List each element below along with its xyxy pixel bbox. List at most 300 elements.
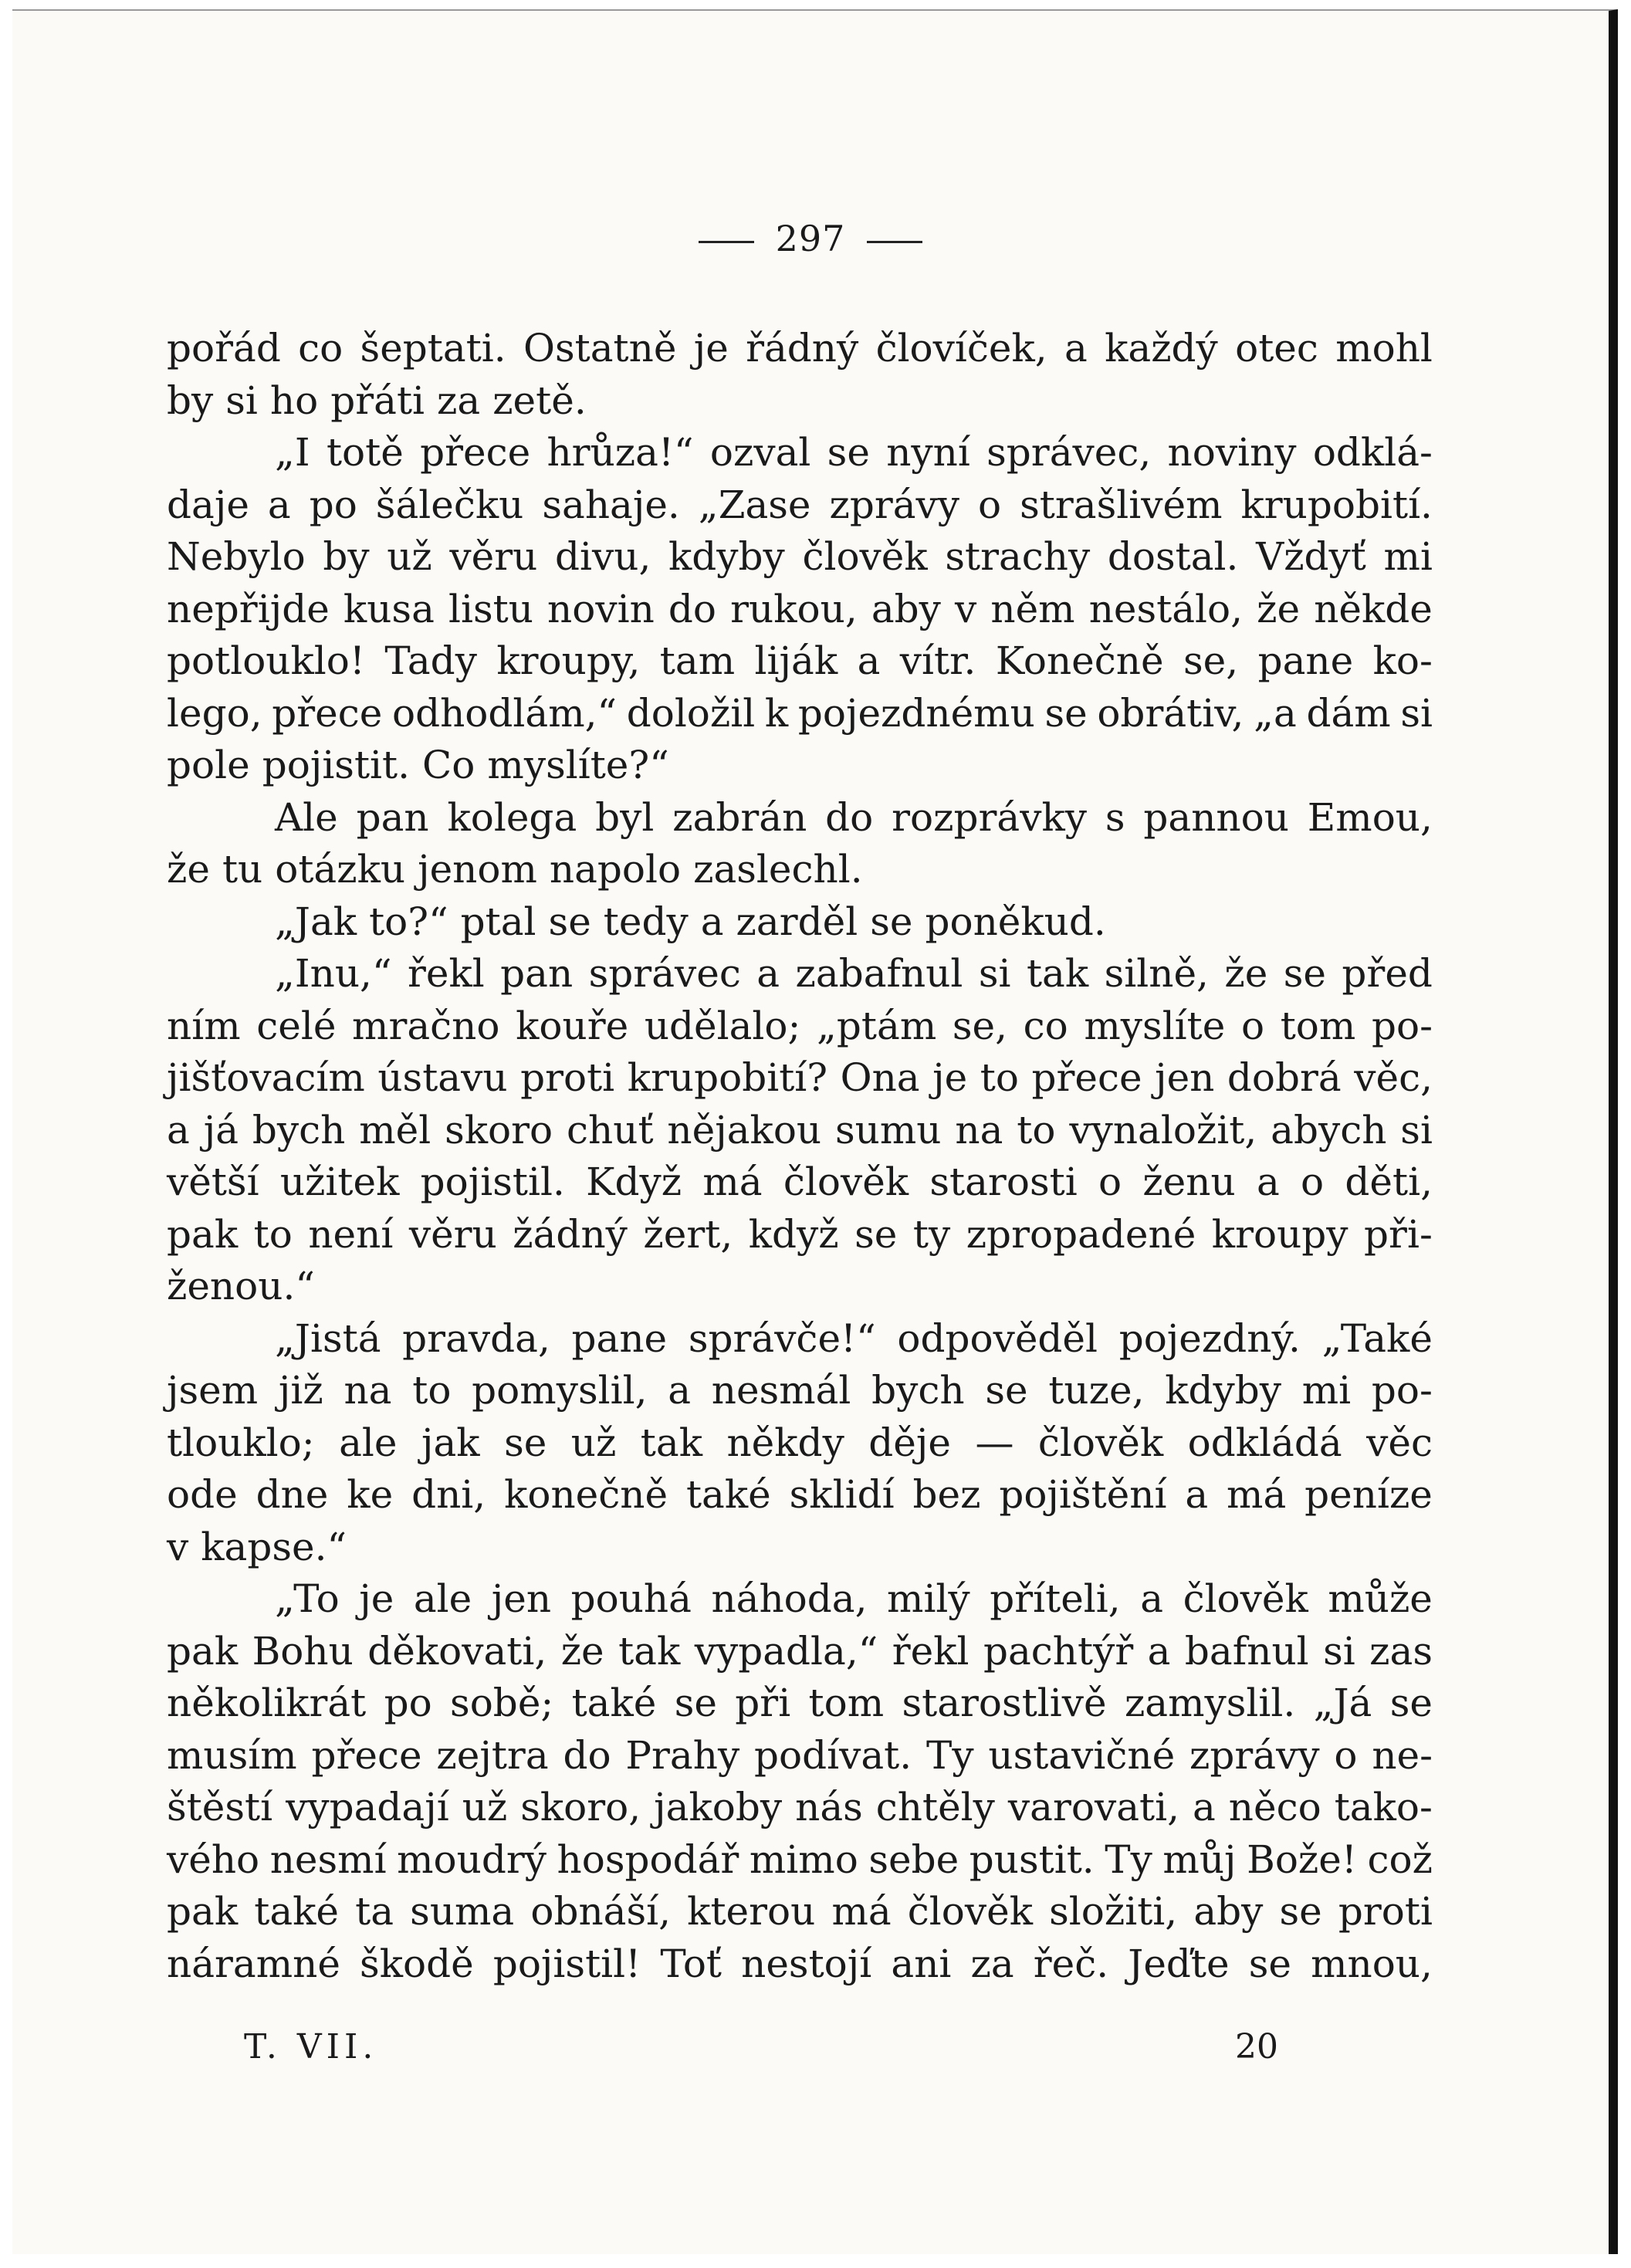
word: přece	[311, 1732, 422, 1778]
word: správec,	[986, 430, 1152, 475]
word: abych	[1271, 1107, 1387, 1153]
word: Toť	[660, 1941, 722, 1986]
word: pojezdnému	[797, 690, 1035, 736]
word: si	[978, 951, 1011, 996]
word: ptal	[460, 899, 536, 944]
word: přece	[420, 430, 531, 475]
word: tak	[618, 1628, 681, 1674]
word: pojistil!	[492, 1941, 641, 1986]
word: před	[1342, 951, 1433, 996]
word: pojistit.	[262, 743, 411, 787]
word: šálečku	[375, 482, 524, 527]
word: do	[668, 586, 716, 631]
text-line	[167, 896, 1433, 949]
word: odpověděl	[897, 1315, 1098, 1361]
text-line	[167, 792, 1433, 845]
word: Ty	[925, 1732, 974, 1778]
word: se	[548, 899, 591, 944]
word: zas	[1369, 1628, 1433, 1674]
word: moudrý	[397, 1836, 546, 1882]
word: by	[167, 377, 214, 423]
word: vynaložit,	[1069, 1107, 1257, 1153]
word: tak	[640, 1420, 702, 1465]
word: užitek	[279, 1159, 400, 1204]
word: a	[857, 638, 881, 683]
text-line	[167, 688, 1433, 740]
word: rozprávky	[892, 794, 1087, 840]
word: ženu	[1142, 1159, 1236, 1204]
word: několikrát	[167, 1681, 367, 1725]
word: správče!“	[688, 1315, 876, 1361]
text-line	[167, 1522, 1433, 1574]
word: se	[985, 1368, 1028, 1413]
word: s	[1105, 794, 1125, 840]
word: což	[1367, 1836, 1433, 1882]
word: zprávy	[1189, 1732, 1320, 1778]
word: někdy	[726, 1420, 844, 1465]
word: pojistil.	[420, 1159, 565, 1204]
word: človíček,	[875, 326, 1047, 371]
word: já	[203, 1107, 239, 1153]
word: už	[570, 1420, 617, 1465]
word: vypadla,“	[694, 1628, 878, 1674]
word: pane	[571, 1315, 668, 1361]
word: sebe	[868, 1836, 959, 1882]
word: věru	[449, 534, 538, 579]
text-line	[167, 948, 1433, 1000]
word: pan	[356, 794, 429, 840]
word: otázku	[275, 847, 406, 892]
word: zabafnul	[795, 951, 963, 996]
text-line	[167, 1626, 1433, 1678]
word: se	[504, 1420, 547, 1465]
body-text	[167, 323, 1433, 1990]
word: „Jistá	[275, 1315, 381, 1361]
word: pravda,	[402, 1315, 550, 1361]
text-line	[167, 1365, 1433, 1417]
word: věc,	[1354, 1055, 1433, 1100]
word: co	[298, 326, 343, 371]
word: potlouklo!	[167, 638, 365, 683]
word: divu,	[555, 534, 651, 579]
word: vítr.	[899, 638, 976, 683]
word: člověk	[907, 1889, 1034, 1934]
word: chtěly	[875, 1785, 995, 1830]
word: přece	[272, 690, 383, 736]
word: daje	[167, 482, 249, 527]
word: skoro,	[520, 1785, 641, 1830]
word: jakoby	[654, 1785, 783, 1830]
text-line	[167, 1469, 1433, 1522]
word: po-	[1371, 1003, 1433, 1048]
word: a	[1140, 1576, 1164, 1621]
word: aby	[871, 586, 941, 631]
word: pořád	[167, 326, 281, 371]
word: ani	[891, 1941, 952, 1986]
word: měl	[359, 1107, 431, 1153]
word: věru	[408, 1211, 497, 1257]
word: může	[1328, 1576, 1433, 1621]
word: škodě	[360, 1941, 474, 1986]
word: ho	[269, 377, 319, 423]
word: celé	[256, 1003, 337, 1048]
word: totě	[326, 430, 404, 475]
word: je	[359, 1576, 394, 1621]
word: nestálo,	[1088, 586, 1244, 631]
word: Konečně	[995, 638, 1164, 683]
word: o	[1301, 1159, 1325, 1204]
word: se	[1389, 1681, 1433, 1725]
word: ozval	[709, 430, 811, 475]
word: nesmál	[711, 1368, 851, 1413]
text-line	[167, 1313, 1433, 1366]
word: doložil	[626, 690, 756, 736]
word: také	[571, 1681, 657, 1725]
word: musím	[167, 1732, 297, 1778]
word: proti	[520, 1055, 615, 1100]
word: Tady	[384, 638, 477, 683]
word: starosti	[929, 1159, 1078, 1204]
word: hospodář	[557, 1836, 739, 1882]
word: konečně	[504, 1472, 668, 1517]
word: peníze	[1304, 1472, 1433, 1517]
word: sahaje.	[542, 482, 680, 527]
word: sklidí	[789, 1472, 895, 1517]
word: zpropadené	[966, 1211, 1196, 1257]
word: na	[343, 1368, 392, 1413]
word: a	[700, 899, 724, 944]
word: ty	[912, 1211, 951, 1257]
word: a	[1256, 1159, 1280, 1204]
word: udělalo;	[644, 1003, 801, 1048]
word: sobě;	[450, 1681, 554, 1725]
word: se,	[952, 1003, 1008, 1048]
book-page	[12, 9, 1618, 2254]
word: děkovati,	[367, 1628, 547, 1674]
word: myslíte?“	[487, 743, 669, 787]
word: tlouklo;	[167, 1420, 315, 1465]
word: kdyby	[1165, 1368, 1282, 1413]
word: mračno	[352, 1003, 500, 1048]
page-number: 297	[775, 218, 846, 259]
word: nesmí	[269, 1836, 387, 1882]
word: mohl	[1335, 326, 1433, 371]
word: Ty	[1105, 1836, 1152, 1882]
text-line	[167, 1573, 1433, 1626]
word: poněkud.	[925, 899, 1106, 944]
word: k	[764, 690, 789, 736]
word: a	[756, 951, 780, 996]
word: se	[1044, 690, 1088, 736]
text-line	[167, 1105, 1433, 1157]
word: člověk	[802, 534, 928, 579]
text-line	[167, 844, 1433, 896]
word: dostal.	[1107, 534, 1239, 579]
word: ale	[413, 1576, 472, 1621]
word: a	[1147, 1628, 1171, 1674]
word: listu	[448, 586, 533, 631]
word: už	[462, 1785, 508, 1830]
word: kolega	[447, 794, 577, 840]
word: obnáší,	[530, 1889, 672, 1934]
word: kapse.“	[201, 1524, 347, 1569]
word: kroupy,	[496, 638, 641, 683]
word: o	[1334, 1732, 1358, 1778]
word: jak	[421, 1420, 480, 1465]
word: tako-	[1334, 1785, 1433, 1830]
word: větší	[167, 1159, 259, 1204]
word: když	[748, 1211, 839, 1257]
word: pane	[1257, 638, 1354, 683]
word: strachy	[945, 534, 1091, 579]
text-line	[167, 584, 1433, 636]
word: se	[854, 1211, 898, 1257]
word: štěstí	[167, 1785, 273, 1830]
text-line	[167, 323, 1433, 375]
word: dni,	[411, 1472, 486, 1517]
word: tu	[222, 847, 263, 892]
text-line	[167, 1782, 1433, 1834]
word: to?“	[369, 899, 448, 944]
word: Prahy	[625, 1732, 740, 1778]
word: jenom	[418, 847, 537, 892]
word: krupobití.	[1240, 482, 1433, 527]
word: vypadají	[286, 1785, 449, 1830]
word: po-	[1371, 1368, 1433, 1413]
word: si	[1323, 1628, 1355, 1674]
word: Vždyť	[1256, 534, 1366, 579]
word: a	[668, 1368, 692, 1413]
word: skoro	[445, 1107, 553, 1153]
word: řekl	[892, 1628, 969, 1674]
word: by	[323, 534, 370, 579]
word: je	[932, 1055, 968, 1100]
word: jišťovacím	[167, 1055, 365, 1100]
text-line	[167, 1000, 1433, 1053]
word: zaslechl.	[693, 847, 863, 892]
word: Emou,	[1307, 794, 1433, 840]
word: tam	[659, 638, 736, 683]
word: strašlivém	[1020, 482, 1223, 527]
word: náhoda,	[711, 1576, 868, 1621]
word: Ale	[275, 794, 338, 840]
word: krupobití?	[627, 1055, 828, 1100]
text-line	[167, 1156, 1433, 1209]
word: „Také	[1321, 1315, 1433, 1361]
word: a	[167, 1107, 190, 1153]
word: kroupy	[1211, 1211, 1348, 1257]
word: žádný	[513, 1211, 628, 1257]
signature-mark: T. VII.	[244, 2027, 378, 2067]
word: na	[955, 1107, 1003, 1153]
word: se	[674, 1681, 717, 1725]
word: příteli,	[990, 1576, 1121, 1621]
word: —	[975, 1420, 1014, 1465]
word: Když	[586, 1159, 682, 1204]
word: se	[1283, 951, 1326, 996]
text-line	[167, 1209, 1433, 1261]
word: nepřijde	[167, 586, 330, 631]
word: bez	[912, 1472, 981, 1517]
word: chuť	[567, 1107, 654, 1153]
word: člověk	[1183, 1576, 1308, 1621]
text-line	[167, 427, 1433, 479]
word: Co	[422, 743, 475, 787]
word: se	[870, 899, 913, 944]
word: zarděl	[736, 899, 858, 944]
word: lego,	[167, 690, 262, 736]
word: řekl	[407, 951, 485, 996]
word: jsem	[167, 1368, 259, 1413]
word: mnou,	[1311, 1941, 1433, 1986]
word: co	[1023, 1003, 1068, 1048]
sheet-number: 20	[1235, 2027, 1278, 2067]
word: hrůza!“	[546, 430, 694, 475]
word: pouhá	[570, 1576, 692, 1621]
word: že	[1224, 951, 1268, 996]
header-dash-right	[867, 241, 922, 243]
word: Bože!	[1247, 1836, 1357, 1882]
word: kdyby	[668, 534, 785, 579]
word: přece	[1031, 1055, 1142, 1100]
word: rukou,	[730, 586, 858, 631]
word: bafnul	[1184, 1628, 1309, 1674]
word: a	[267, 482, 291, 527]
word: můj	[1162, 1836, 1237, 1882]
word: „I	[275, 430, 310, 475]
word: byl	[595, 794, 655, 840]
word: tedy	[603, 899, 689, 944]
word: suma	[410, 1889, 515, 1934]
word: napolo	[549, 847, 682, 892]
word: milý	[887, 1576, 970, 1621]
word: šeptati.	[360, 326, 506, 371]
text-line	[167, 1417, 1433, 1470]
word: pomyslil,	[472, 1368, 648, 1413]
word: kouře	[516, 1003, 629, 1048]
word: dám	[1306, 690, 1391, 736]
word: každý	[1105, 326, 1218, 371]
word: přáti	[330, 377, 425, 423]
word: ta	[355, 1889, 394, 1934]
word: někde	[1314, 586, 1433, 631]
word: ženou.“	[167, 1264, 315, 1308]
word: pak	[167, 1889, 239, 1934]
word: odklá-	[1312, 430, 1433, 475]
word: mi	[1383, 534, 1433, 579]
word: něm	[990, 586, 1075, 631]
word: vého	[167, 1836, 260, 1882]
word: pole	[167, 743, 250, 787]
text-line	[167, 1886, 1433, 1938]
word: novin	[547, 586, 655, 631]
word: pojištění	[999, 1472, 1167, 1517]
word: noviny	[1167, 430, 1297, 475]
text-line	[167, 1052, 1433, 1105]
word: bych	[871, 1368, 965, 1413]
page-footer	[244, 2027, 1278, 2067]
word: Bohu	[252, 1628, 354, 1674]
word: tom	[808, 1681, 885, 1725]
word: ním	[167, 1003, 241, 1048]
word: ko-	[1372, 638, 1433, 683]
word: jen	[1155, 1055, 1215, 1100]
word: to	[980, 1055, 1019, 1100]
word: složiti,	[1049, 1889, 1178, 1934]
word: děje	[868, 1420, 951, 1465]
word: bych	[252, 1107, 346, 1153]
word: za	[970, 1941, 1014, 1986]
word: řeč.	[1033, 1941, 1109, 1986]
word: „To	[275, 1576, 340, 1621]
word: Ostatně	[523, 326, 677, 371]
word: „Inu,“	[275, 951, 392, 996]
word: pak	[167, 1628, 239, 1674]
text-line	[167, 479, 1433, 532]
word: a	[1193, 1785, 1216, 1830]
word: pannou	[1143, 794, 1289, 840]
word: něco	[1228, 1785, 1321, 1830]
word: Jeďte	[1128, 1941, 1230, 1986]
word: také	[254, 1889, 340, 1934]
word: zamyslil.	[1124, 1681, 1296, 1725]
word: odkládá	[1187, 1420, 1342, 1465]
text-line	[167, 1834, 1433, 1887]
word: už	[387, 534, 432, 579]
word: děti,	[1345, 1159, 1433, 1204]
text-line	[167, 740, 1433, 792]
word: zabrán	[672, 794, 807, 840]
word: o	[1240, 1003, 1265, 1048]
word: pojezdný.	[1118, 1315, 1301, 1361]
word: ustavičné	[988, 1732, 1176, 1778]
text-line	[167, 1938, 1433, 1991]
word: věc	[1366, 1420, 1433, 1465]
word: se	[827, 430, 870, 475]
word: do	[563, 1732, 611, 1778]
word: ústavu	[377, 1055, 508, 1100]
word: v	[167, 1524, 189, 1569]
word: zetě.	[492, 377, 587, 423]
word: varovati,	[1007, 1785, 1180, 1830]
word: nyní	[886, 430, 970, 475]
word: o	[1098, 1159, 1122, 1204]
word: otec	[1235, 326, 1318, 371]
word: také	[685, 1472, 771, 1517]
word: má	[1227, 1472, 1287, 1517]
text-line	[167, 635, 1433, 688]
text-line	[167, 1677, 1433, 1730]
word: obrátiv,	[1097, 690, 1244, 736]
word: silně,	[1104, 951, 1209, 996]
word: žert,	[643, 1211, 733, 1257]
word: si	[1400, 690, 1433, 736]
word: to	[1017, 1107, 1056, 1153]
text-line	[167, 375, 1433, 428]
word: odhodlám,“	[391, 690, 618, 736]
word: pan	[500, 951, 574, 996]
word: po	[309, 482, 357, 527]
word: Ona	[840, 1055, 920, 1100]
word: již	[278, 1368, 323, 1413]
word: ke	[347, 1472, 394, 1517]
word: že	[1257, 586, 1301, 631]
word: myslíte	[1084, 1003, 1226, 1048]
word: pachtýř	[983, 1628, 1134, 1674]
word: o	[978, 482, 1002, 527]
word: a	[1064, 326, 1088, 371]
text-line	[167, 531, 1433, 584]
